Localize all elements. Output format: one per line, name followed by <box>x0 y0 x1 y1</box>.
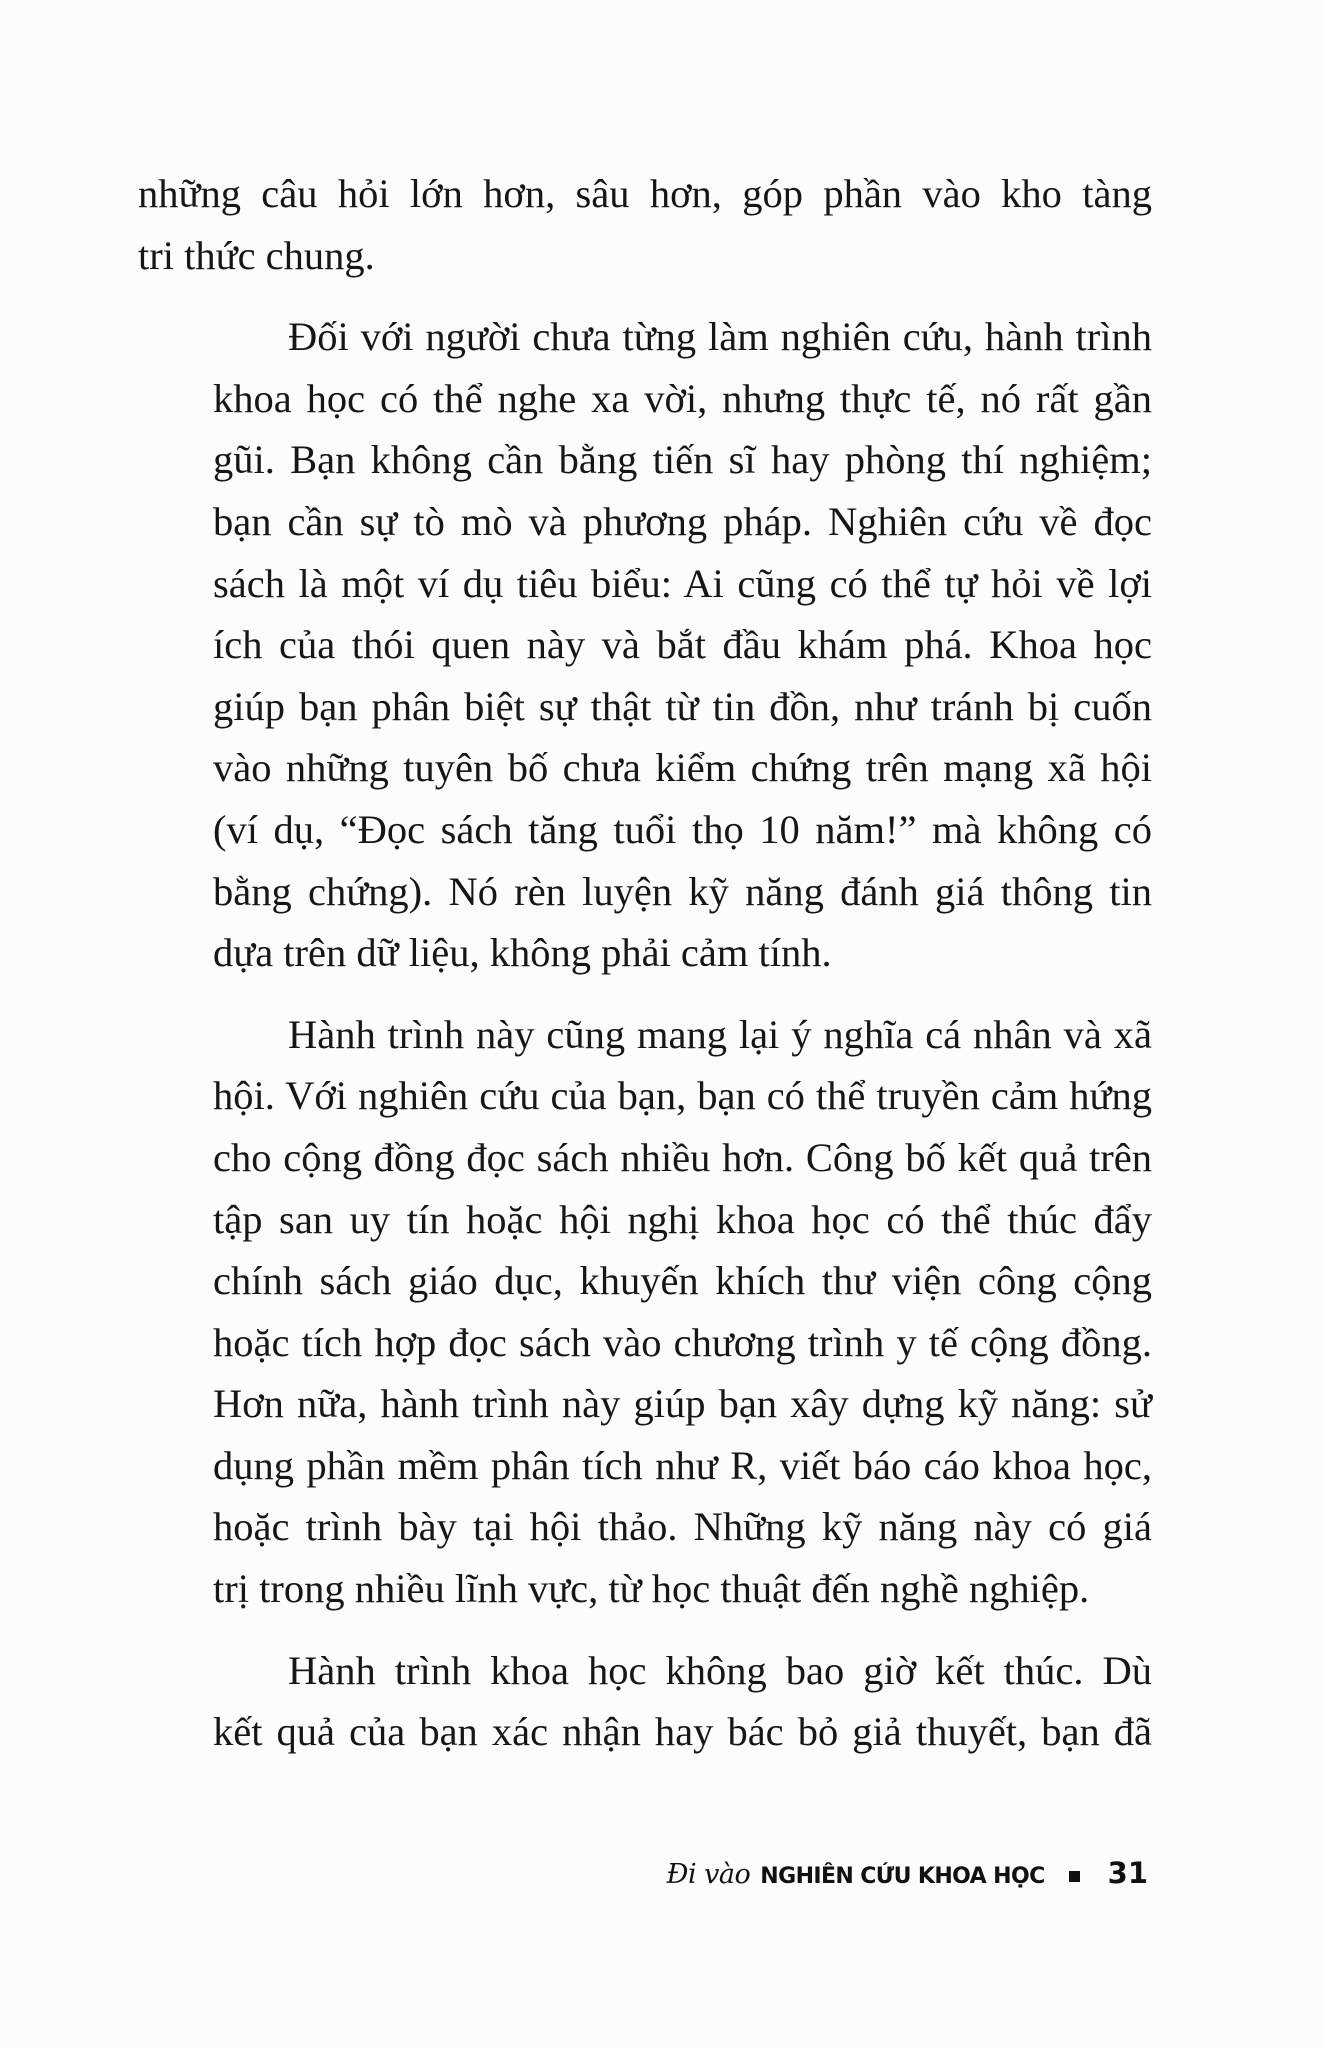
text-line: hoặc tích hợp đọc sách vào chương trình y tế cộng đồng. <box>213 1319 1152 1365</box>
running-footer <box>667 1856 1148 1890</box>
text-line: giúp bạn phân biệt sự thật từ tin đồn, như tránh bị cuốn <box>213 683 1152 729</box>
book-title-script: Đi vào <box>666 1859 751 1890</box>
text-line: những câu hỏi lớn hơn, sâu hơn, góp phần vào kho tàng <box>138 171 1152 216</box>
text-line: vào những tuyên bố chưa kiểm chứng trên mạng xã hội <box>213 745 1152 791</box>
text-line: dụng phần mềm phân tích như R, viết báo cáo khoa học, <box>213 1442 1152 1488</box>
text-line: bằng chứng). Nó rèn luyện kỹ năng đánh giá thông tin <box>213 868 1152 914</box>
text-line: sách là một ví dụ tiêu biểu: Ai cũng có thể tự hỏi về lợi <box>213 560 1152 606</box>
text-line: bạn cần sự tò mò và phương pháp. Nghiên cứu về đọc <box>213 498 1152 544</box>
text-line: khoa học có thể nghe xa vời, nhưng thực tế, nó rất gần <box>213 375 1152 421</box>
text-line: tập san uy tín hoặc hội nghị khoa học có thể thúc đẩy <box>213 1196 1152 1242</box>
text-line: Hành trình này cũng mang lại ý nghĩa cá nhân và xã <box>288 1011 1152 1057</box>
text-line: Hơn nữa, hành trình này giúp bạn xây dựng kỹ năng: sử <box>213 1381 1152 1427</box>
page-number: 31 <box>1107 1856 1148 1890</box>
text-line: dựa trên dữ liệu, không phải cảm tính. <box>213 930 832 976</box>
text-line: Đối với người chưa từng làm nghiên cứu, hành trình <box>288 314 1152 360</box>
text-line: chính sách giáo dục, khuyến khích thư viện công cộng <box>213 1258 1152 1304</box>
paragraph-1 <box>138 163 1152 286</box>
body-text <box>138 163 1152 1763</box>
text-line: kết quả của bạn xác nhận hay bác bỏ giả thuyết, bạn đã <box>213 1709 1152 1755</box>
text-line: hội. Với nghiên cứu của bạn, bạn có thể truyền cảm hứng <box>213 1073 1152 1119</box>
text-line: hoặc trình bày tại hội thảo. Những kỹ năng này có giá <box>213 1504 1152 1550</box>
text-line: gũi. Bạn không cần bằng tiến sĩ hay phòng thí nghiệm; <box>213 437 1152 483</box>
text-line: ích của thói quen này và bắt đầu khám phá. Khoa học <box>213 622 1152 668</box>
book-title-caps: NGHIÊN CỨU KHOA HỌC <box>760 1864 1045 1889</box>
text-line: tri thức chung. <box>138 232 375 278</box>
text-line: trị trong nhiều lĩnh vực, từ học thuật đến nghề nghiệp. <box>213 1566 1090 1612</box>
text-line: Hành trình khoa học không bao giờ kết thúc. Dù <box>288 1647 1152 1693</box>
paragraph-3 <box>138 1004 1152 1620</box>
paragraph-2 <box>138 306 1152 984</box>
paragraph-4 <box>138 1640 1152 1763</box>
text-line: cho cộng đồng đọc sách nhiều hơn. Công bố kết quả trên <box>213 1134 1152 1180</box>
square-bullet-icon <box>1069 1871 1080 1882</box>
text-line: (ví dụ, “Đọc sách tăng tuổi thọ 10 năm!” mà không có <box>213 806 1152 852</box>
